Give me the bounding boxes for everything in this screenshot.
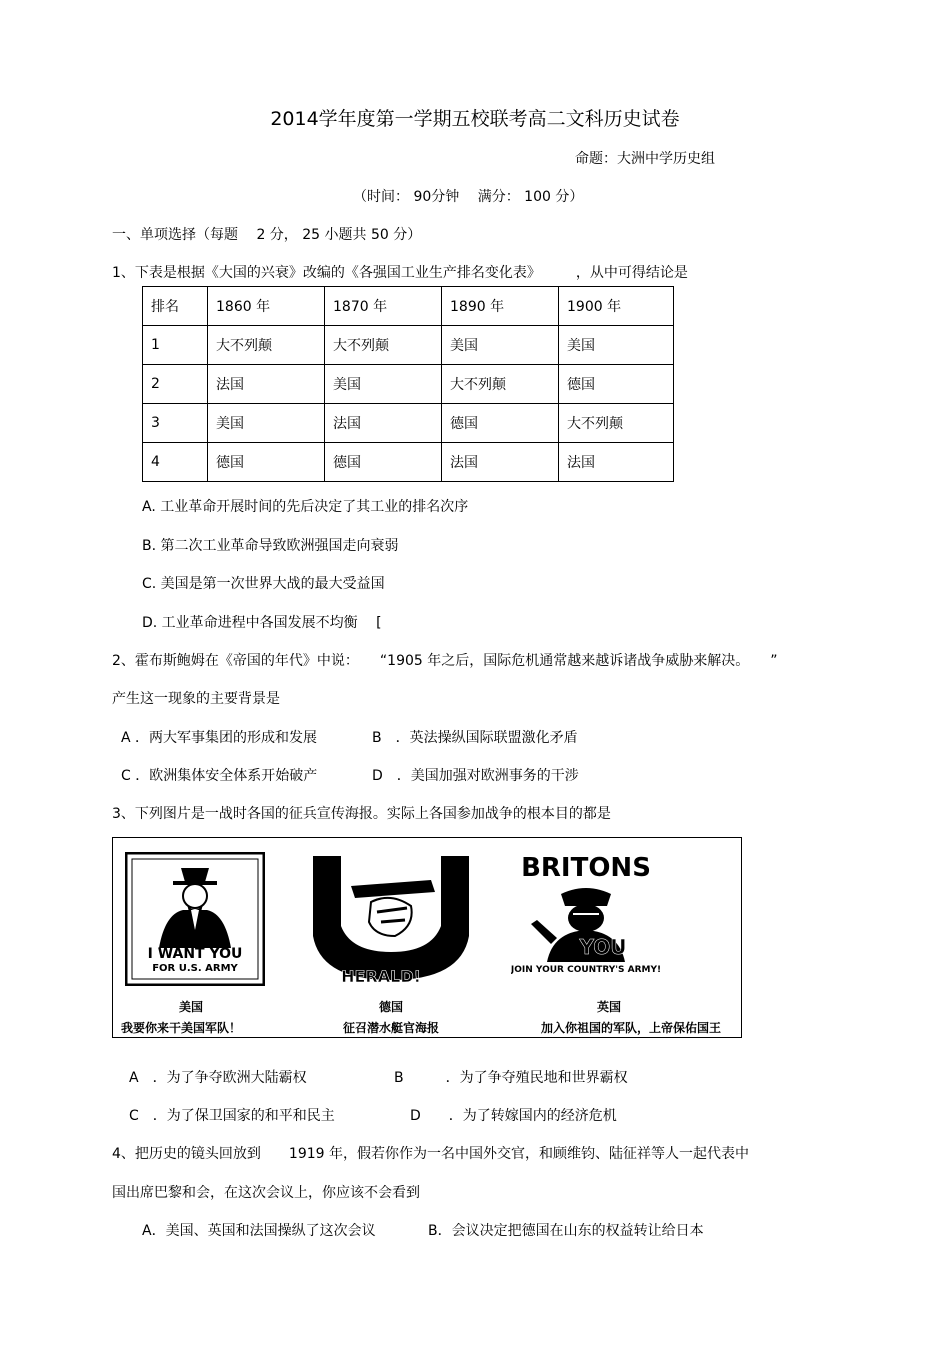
q3-option-d: D ．为了转嫁国内的经济危机: [410, 1108, 617, 1124]
table-cell: 2: [143, 365, 208, 404]
q1-stem: 1、下表是根据《大国的兴衰》改编的《各强国工业生产排名变化表》 ，从中可得结论是: [112, 265, 688, 281]
q3-stem: 3、下列图片是一战时各国的征兵宣传海报。实际上各国参加战争的根本目的都是: [112, 806, 611, 822]
table-cell: 德国: [325, 443, 442, 482]
q4-stem-line1: 4、把历史的镜头回放到 1919 年，假若你作为一名中国外交官，和顾维钧、陆征祥等人一起代表中: [112, 1146, 749, 1162]
british-poster-title: BRITONS: [521, 854, 651, 883]
ranking-table: [142, 286, 674, 482]
q2-option-b: B ．英法操纵国际联盟激化矛盾: [372, 730, 578, 746]
poster-country-uk: 英国: [597, 1000, 622, 1014]
q4-option-b: B．会议决定把德国在山东的权益转让给日本: [428, 1223, 704, 1239]
q1-option-a: A. 工业革命开展时间的先后决定了其工业的排名次序: [142, 499, 469, 515]
q2-option-a: A ．两大军事集团的形成和发展: [121, 730, 318, 746]
q3-option-c: C ．为了保卫国家的和平和民主: [129, 1108, 335, 1124]
table-row: [143, 365, 674, 404]
q1-option-d: D. 工业革命进程中各国发展不均衡 [: [142, 615, 382, 631]
poster-country-de: 德国: [379, 1000, 404, 1014]
table-row: [143, 326, 674, 365]
q3-option-b: B ．为了争夺殖民地和世界霸权: [394, 1070, 628, 1086]
q4-stem-line2: 国出席巴黎和会，在这次会议上，你应该不会看到: [112, 1185, 420, 1201]
table-cell: 4: [143, 443, 208, 482]
table-header-cell: 1890 年: [442, 287, 559, 326]
table-header-row: [143, 287, 674, 326]
british-poster-subtitle: JOIN YOUR COUNTRY'S ARMY!: [511, 965, 661, 975]
q2-option-c: C ．欧洲集体安全体系开始破产: [121, 768, 318, 784]
table-cell: 法国: [559, 443, 674, 482]
table-row: [143, 443, 674, 482]
table-cell: 美国: [442, 326, 559, 365]
table-cell: 大不列颠: [325, 326, 442, 365]
table-cell: 德国: [208, 443, 325, 482]
german-poster: [311, 856, 473, 986]
table-header-cell: 1860 年: [208, 287, 325, 326]
table-cell: 美国: [325, 365, 442, 404]
q2-stem-line1: 2、霍布斯鲍姆在《帝国的年代》中说： “1905 年之后，国际危机通常越来越诉诸战争威胁来解决。 ”: [112, 653, 778, 669]
q1-option-c: C. 美国是第一次世界大战的最大受益国: [142, 576, 385, 592]
table-cell: 大不列颠: [208, 326, 325, 365]
table-cell: 法国: [208, 365, 325, 404]
poster-country-us: 美国: [179, 1000, 204, 1014]
table-cell: 1: [143, 326, 208, 365]
setter-line: 命题：大洲中学历史组: [575, 151, 715, 167]
q2-option-d: D ．美国加强对欧洲事务的干涉: [372, 768, 579, 784]
poster-caption-de: 征召潜水艇官海报: [343, 1021, 440, 1035]
table-header-cell: 1870 年: [325, 287, 442, 326]
time-info: （时间： 90分钟 满分： 100 分）: [353, 189, 584, 205]
german-poster-text: HERALD!: [341, 967, 421, 986]
table-header-cell: 排名: [143, 287, 208, 326]
section-heading: 一、单项选择（每题 2 分， 25 小题共 50 分）: [112, 227, 422, 243]
page-title: 2014学年度第一学期五校联考高二文科历史试卷: [270, 108, 680, 130]
table-cell: 法国: [325, 404, 442, 443]
us-poster-text-1: I WANT YOU: [147, 946, 243, 962]
british-poster-you: YOU: [579, 935, 627, 959]
q2-stem-line2: 产生这一现象的主要背景是: [112, 691, 280, 707]
table-cell: 大不列颠: [442, 365, 559, 404]
q4-option-a: A．美国、英国和法国操纵了这次会议: [142, 1223, 376, 1239]
table-cell: 美国: [208, 404, 325, 443]
table-cell: 法国: [442, 443, 559, 482]
poster-caption-us: 我要你来干美国军队！: [121, 1021, 242, 1035]
us-poster-text-2: FOR U.S. ARMY: [152, 963, 238, 974]
table-cell: 美国: [559, 326, 674, 365]
table-cell: 德国: [442, 404, 559, 443]
table-row: [143, 404, 674, 443]
poster-caption-uk: 加入你祖国的军队，上帝保佑国王: [541, 1021, 722, 1035]
table-header-cell: 1900 年: [559, 287, 674, 326]
table-cell: 3: [143, 404, 208, 443]
table-cell: 大不列颠: [559, 404, 674, 443]
british-poster: [511, 854, 661, 986]
q1-option-b: B. 第二次工业革命导致欧洲强国走向衰弱: [142, 538, 399, 554]
posters-figure: [112, 837, 742, 1038]
table-cell: 德国: [559, 365, 674, 404]
q3-option-a: A ．为了争夺欧洲大陆霸权: [129, 1070, 307, 1086]
us-poster: [125, 852, 265, 986]
